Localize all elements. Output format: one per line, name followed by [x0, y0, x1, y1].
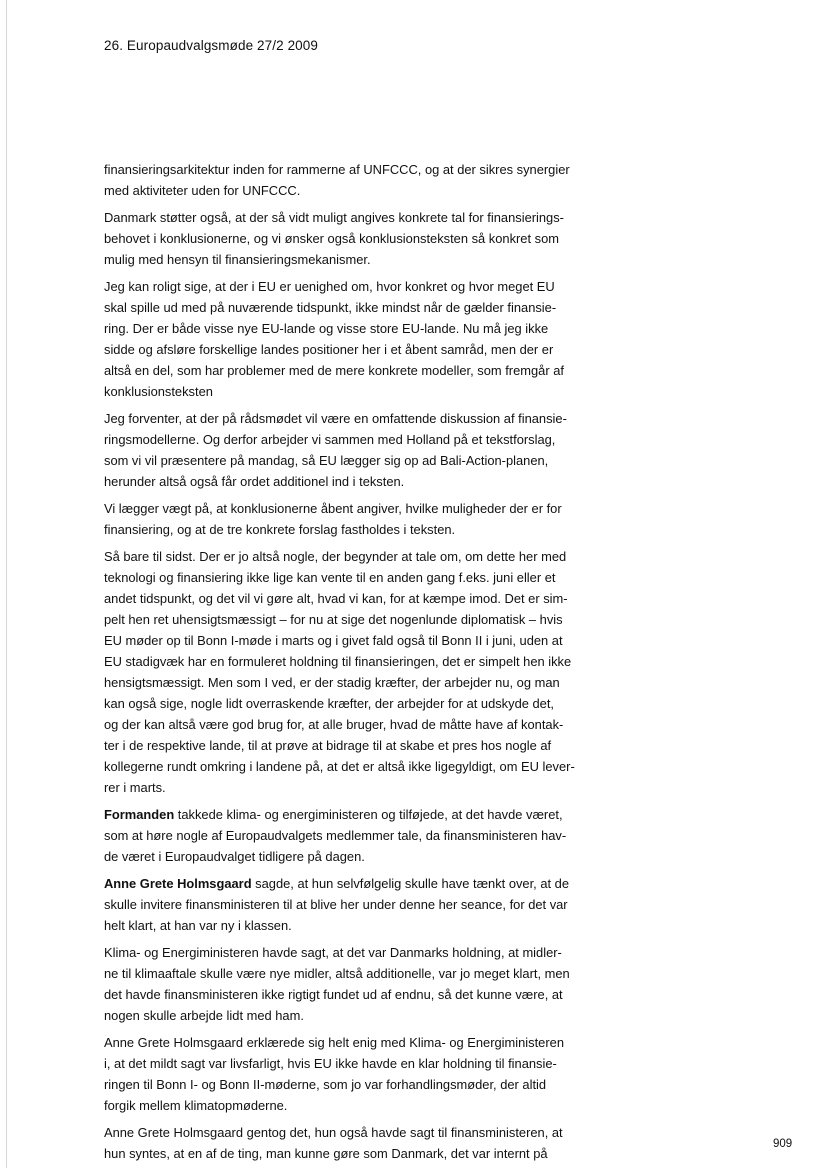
text-line: EU møder op til Bonn I-møde i marts og i givet fald også til Bonn II i juni, uden at — [104, 633, 563, 648]
text-line: forgik mellem klimatopmøderne. — [104, 1098, 288, 1113]
text-line: Danmark støtter også, at der så vidt muligt angives konkrete tal for finansierings- — [104, 210, 564, 225]
text-line: Anne Grete Holmsgaard gentog det, hun også havde sagt til finansministeren, at — [104, 1125, 563, 1140]
paragraph — [104, 1122, 594, 1164]
text-line: som vi vil præsentere på mandag, så EU lægger sig op ad Bali-Action-planen, — [104, 453, 549, 468]
text-line: hun syntes, at en af de ting, man kunne gøre som Danmark, det var internt på — [104, 1146, 548, 1161]
paragraph — [104, 942, 594, 1026]
text-line: ringen til Bonn I- og Bonn II-møderne, som jo var forhandlingsmøder, der altid — [104, 1077, 547, 1092]
text-line: Anne Grete Holmsgaard erklærede sig helt enig med Klima- og Energiministeren — [104, 1035, 564, 1050]
text-line: ringsmodellerne. Og derfor arbejder vi sammen med Holland på et tekstforslag, — [104, 432, 556, 447]
text-line: ter i de respektive lande, til at prøve at bidrage til at skabe et pres hos nogle af — [104, 738, 552, 753]
text-line: Så bare til sidst. Der er jo altså nogle, der begynder at tale om, om dette her med — [104, 549, 567, 564]
paragraph — [104, 1032, 594, 1116]
text-line: Jeg forventer, at der på rådsmødet vil være en omfattende diskussion af finansie- — [104, 411, 567, 426]
paragraph — [104, 498, 594, 540]
page-number: 909 — [773, 1138, 793, 1150]
text-line: altså en del, som har problemer med de mere konkrete modeller, som fremgår af — [104, 363, 564, 378]
text-line: sagde, at hun selvfølgelig skulle have tænkt over, at de — [251, 876, 570, 891]
text-line: Klima- og Energiministeren havde sagt, at det var Danmarks holdning, at midler- — [104, 945, 562, 960]
text-line: som at høre nogle af Europaudvalgets medlemmer tale, da finansministeren hav- — [104, 828, 567, 843]
text-line: takkede klima- og energiministeren og tilføjede, at det havde været, — [174, 807, 563, 822]
text-line: skulle invitere finansministeren til at blive her under denne her seance, for det var — [104, 897, 568, 912]
text-line: ring. Der er både visse nye EU-lande og visse store EU-lande. Nu må jeg ikke — [104, 321, 549, 336]
paragraph — [104, 408, 594, 492]
text-line: pelt hen ret uhensigtsmæssigt – for nu at sige det nogenlunde diplomatisk – hvis — [104, 612, 563, 627]
speaker-name: Anne Grete Holmsgaard — [104, 876, 252, 891]
text-line: nogen skulle arbejde lidt med ham. — [104, 1008, 304, 1023]
paragraph — [104, 546, 594, 798]
document-body — [104, 159, 594, 1170]
text-line: herunder altså også får ordet additionel ind i teksten. — [104, 474, 405, 489]
paragraph — [104, 207, 594, 270]
paragraph — [104, 159, 594, 201]
text-line: hensigtsmæssigt. Men som I ved, er der stadig kræfter, der arbejder nu, og man — [104, 675, 560, 690]
text-line: kan også sige, nogle lidt overraskende kræfter, der arbejder for at udskyde det, — [104, 696, 554, 711]
text-line: andet tidspunkt, og det vil vi gøre alt, hvad vi kan, for at kæmpe imod. Det er sim- — [104, 591, 568, 606]
text-line: Vi lægger vægt på, at konklusionerne åbent angiver, hvilke muligheder der er for — [104, 501, 562, 516]
running-header: 26. Europaudvalgsmøde 27/2 2009 — [104, 38, 318, 53]
text-line: finansiering, og at de tre konkrete forslag fastholdes i teksten. — [104, 522, 456, 537]
text-line: skal spille ud med på nuværende tidspunkt, ikke mindst når de gælder finansie- — [104, 300, 557, 315]
text-line: EU stadigvæk har en formuleret holdning til finansieringen, det er simpelt hen ikke — [104, 654, 572, 669]
text-line: med aktiviteter uden for UNFCCC. — [104, 183, 301, 198]
text-line: kollegerne rundt omkring i landene på, at det er altså ikke ligegyldigt, om EU lever- — [104, 759, 575, 774]
text-line: ne til klimaaftale skulle være nye midler, altså additionelle, var jo meget klart, men — [104, 966, 570, 981]
text-line: konklusionsteksten — [104, 384, 213, 399]
scan-edge-line — [6, 0, 7, 1168]
text-line: finansieringsarkitektur inden for rammerne af UNFCCC, og at der sikres synergier — [104, 162, 570, 177]
paragraph — [104, 873, 594, 936]
text-line: rer i marts. — [104, 780, 166, 795]
text-line: de været i Europaudvalget tidligere på dagen. — [104, 849, 365, 864]
speaker-name: Formanden — [104, 807, 175, 822]
text-line: teknologi og finansiering ikke lige kan vente til en anden gang f.eks. juni eller et — [104, 570, 556, 585]
text-line: helt klart, at han var ny i klassen. — [104, 918, 292, 933]
paragraph — [104, 276, 594, 402]
text-line: mulig med hensyn til finansieringsmekanismer. — [104, 252, 371, 267]
text-line: Jeg kan roligt sige, at der i EU er uenighed om, hvor konkret og hvor meget EU — [104, 279, 555, 294]
text-line: i, at det mildt sagt var livsfarligt, hvis EU ikke havde en klar holdning til finansie- — [104, 1056, 557, 1071]
text-line: sidde og afsløre forskellige landes positioner her i et åbent samråd, men der er — [104, 342, 554, 357]
text-line: og der kan altså være god brug for, at alle bruger, hvad de måtte have af kontak- — [104, 717, 564, 732]
text-line: behovet i konklusionerne, og vi ønsker også konklusionsteksten så konkret som — [104, 231, 559, 246]
paragraph — [104, 804, 594, 867]
text-line: det havde finansministeren ikke rigtigt fundet ud af endnu, så det kunne være, at — [104, 987, 563, 1002]
